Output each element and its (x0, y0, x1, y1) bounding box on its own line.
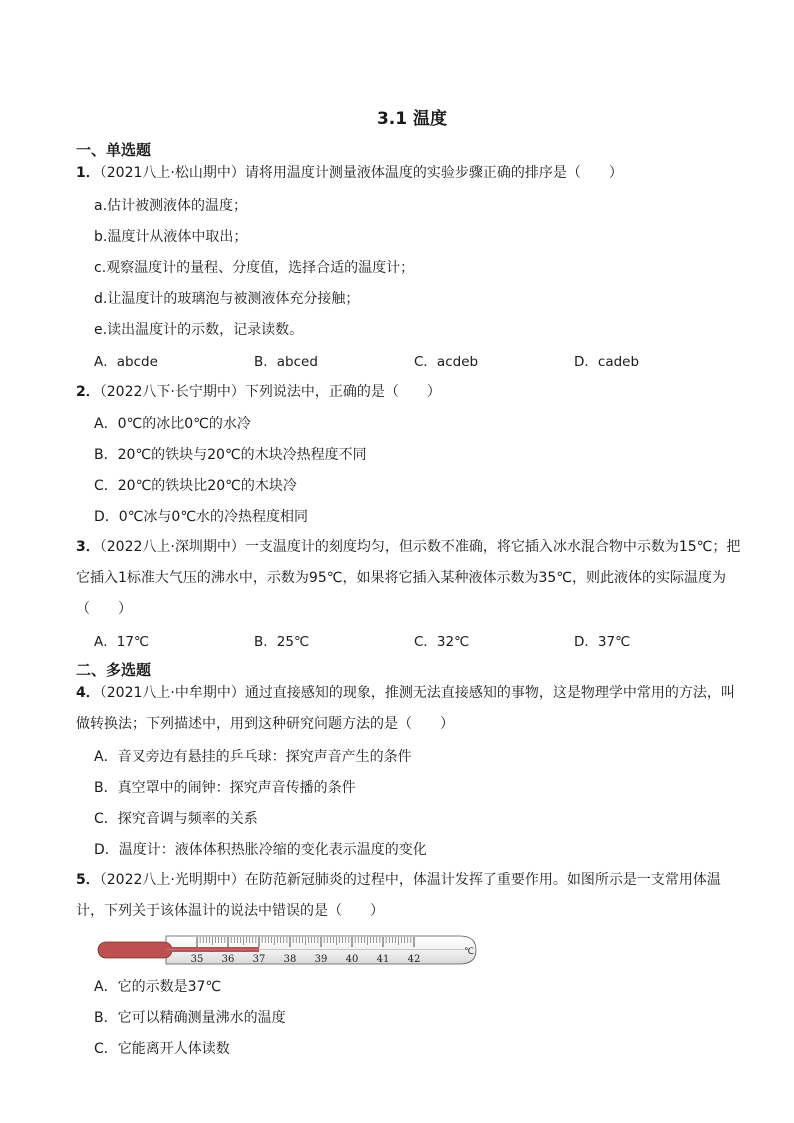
clinical-thermometer-figure (96, 930, 480, 970)
question-4 (76, 678, 746, 740)
question-number: 5． (76, 872, 100, 888)
question-source: （2022八下·长宁期中） (99, 384, 245, 400)
option-a[interactable]: A．它的示数是37℃ (94, 979, 222, 995)
options-row (94, 632, 734, 652)
scale-label: 41 (376, 954, 390, 965)
question-number: 2． (76, 384, 100, 400)
option-d[interactable]: D．37℃ (574, 634, 631, 650)
question-number: 3． (76, 539, 100, 555)
option-b[interactable]: B．真空罩中的闹钟：探究声音传播的条件 (94, 780, 356, 796)
step-a: a.估计被测液体的温度； (94, 198, 248, 214)
question-source: （2021八上·中牟期中） (99, 685, 245, 701)
question-source: （2022八上·深圳期中） (99, 539, 245, 555)
step-d: d.让温度计的玻璃泡与被测液体充分接触； (94, 291, 360, 307)
scale-label: 38 (283, 954, 297, 965)
page-title: 3.1 温度 (376, 109, 448, 129)
option-b[interactable]: B．25℃ (254, 634, 310, 650)
question-stem: 请将用温度计测量液体温度的实验步骤正确的排序是（ ） (244, 165, 623, 181)
question-number: 1． (76, 165, 100, 181)
scale-label: 36 (221, 954, 235, 965)
question-stem: 一支温度计的刻度均匀，但示数不准确，将它插入冰水混合物中示数为15℃；把它插入1标准大气压的沸水中，示数为95℃，如果将它插入某种液体示数为35℃，则此液体的实际温度为（ ） (76, 539, 741, 617)
option-a[interactable]: A．17℃ (94, 634, 150, 650)
step-b: b.温度计从液体中取出； (94, 229, 248, 245)
option-d[interactable]: D．cadeb (574, 354, 640, 370)
question-3 (76, 532, 746, 625)
question-2 (76, 377, 746, 408)
option-d[interactable]: D．0℃冰与0℃水的冷热程度相同 (94, 509, 309, 525)
option-b[interactable]: B．20℃的铁块与20℃的木块冷热程度不同 (94, 447, 367, 463)
question-number: 4． (76, 685, 100, 701)
option-a[interactable]: A．abcde (94, 354, 158, 370)
option-a[interactable]: A．0℃的冰比0℃的水冷 (94, 416, 251, 432)
section-single-choice: 一、单选题 (76, 141, 152, 159)
option-b[interactable]: B．它可以精确测量沸水的温度 (94, 1010, 286, 1026)
thermometer-bulb (98, 942, 172, 958)
unit-label: ℃ (464, 947, 475, 957)
question-source: （2022八上·光明期中） (99, 872, 245, 888)
option-a[interactable]: A．音叉旁边有悬挂的乒乓球：探究声音产生的条件 (94, 749, 412, 765)
question-1 (76, 158, 746, 189)
scale-label: 39 (314, 954, 328, 965)
scale-label: 35 (190, 954, 204, 965)
step-c: c.观察温度计的量程、分度值，选择合适的温度计； (94, 260, 415, 276)
scale-label: 37 (252, 954, 266, 965)
question-stem: 在防范新冠肺炎的过程中，体温计发挥了重要作用。如图所示是一支常用体温计，下列关于该体温计的说法中错误的是（ ） (76, 872, 721, 919)
section-multiple-choice: 二、多选题 (76, 661, 152, 679)
option-c[interactable]: C．它能离开人体读数 (94, 1041, 230, 1057)
question-source: （2021八上·松山期中） (99, 165, 245, 181)
option-b[interactable]: B．abced (254, 354, 318, 370)
scale-label: 42 (407, 954, 421, 965)
question-stem: 下列说法中，正确的是（ ） (244, 384, 441, 400)
option-c[interactable]: C．32℃ (414, 634, 470, 650)
step-e: e.读出温度计的示数，记录读数。 (94, 322, 304, 338)
option-c[interactable]: C．acdeb (414, 354, 479, 370)
options-row (94, 352, 734, 372)
option-d[interactable]: D．温度计：液体体积热胀冷缩的变化表示温度的变化 (94, 842, 427, 858)
scale-label: 40 (345, 954, 359, 965)
question-5 (76, 865, 746, 927)
option-c[interactable]: C．探究音调与频率的关系 (94, 811, 258, 827)
option-c[interactable]: C．20℃的铁块比20℃的木块冷 (94, 478, 297, 494)
question-stem: 通过直接感知的现象，推测无法直接感知的事物，这是物理学中常用的方法，叫做转换法；下列描述中，用到这种研究问题方法的是（ ） (76, 685, 735, 732)
